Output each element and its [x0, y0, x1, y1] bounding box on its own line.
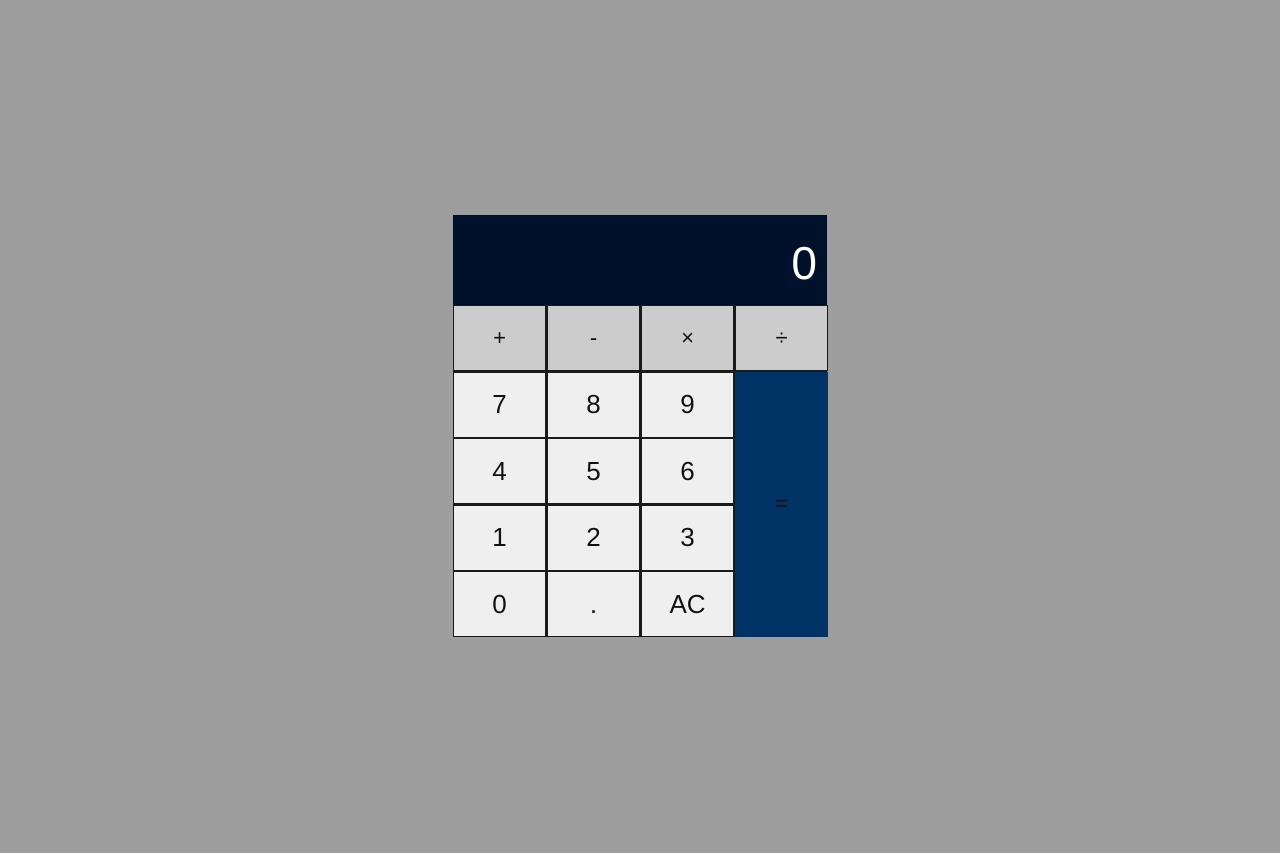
digit-0-button[interactable]: 0 [453, 571, 546, 637]
digit-9-button[interactable]: 9 [641, 372, 734, 438]
equals-button[interactable]: = [735, 372, 828, 638]
keypad [453, 305, 827, 637]
multiply-button[interactable]: × [641, 305, 734, 371]
digit-5-button[interactable]: 5 [547, 438, 640, 504]
add-button[interactable]: + [453, 305, 546, 371]
calculator [453, 215, 827, 637]
calculator-display: 0 [453, 215, 827, 305]
decimal-button[interactable]: . [547, 571, 640, 637]
digit-7-button[interactable]: 7 [453, 372, 546, 438]
all-clear-button[interactable]: AC [641, 571, 734, 637]
digit-2-button[interactable]: 2 [547, 505, 640, 571]
subtract-button[interactable]: - [547, 305, 640, 371]
digit-3-button[interactable]: 3 [641, 505, 734, 571]
digit-1-button[interactable]: 1 [453, 505, 546, 571]
digit-8-button[interactable]: 8 [547, 372, 640, 438]
divide-button[interactable]: ÷ [735, 305, 828, 371]
digit-4-button[interactable]: 4 [453, 438, 546, 504]
digit-6-button[interactable]: 6 [641, 438, 734, 504]
